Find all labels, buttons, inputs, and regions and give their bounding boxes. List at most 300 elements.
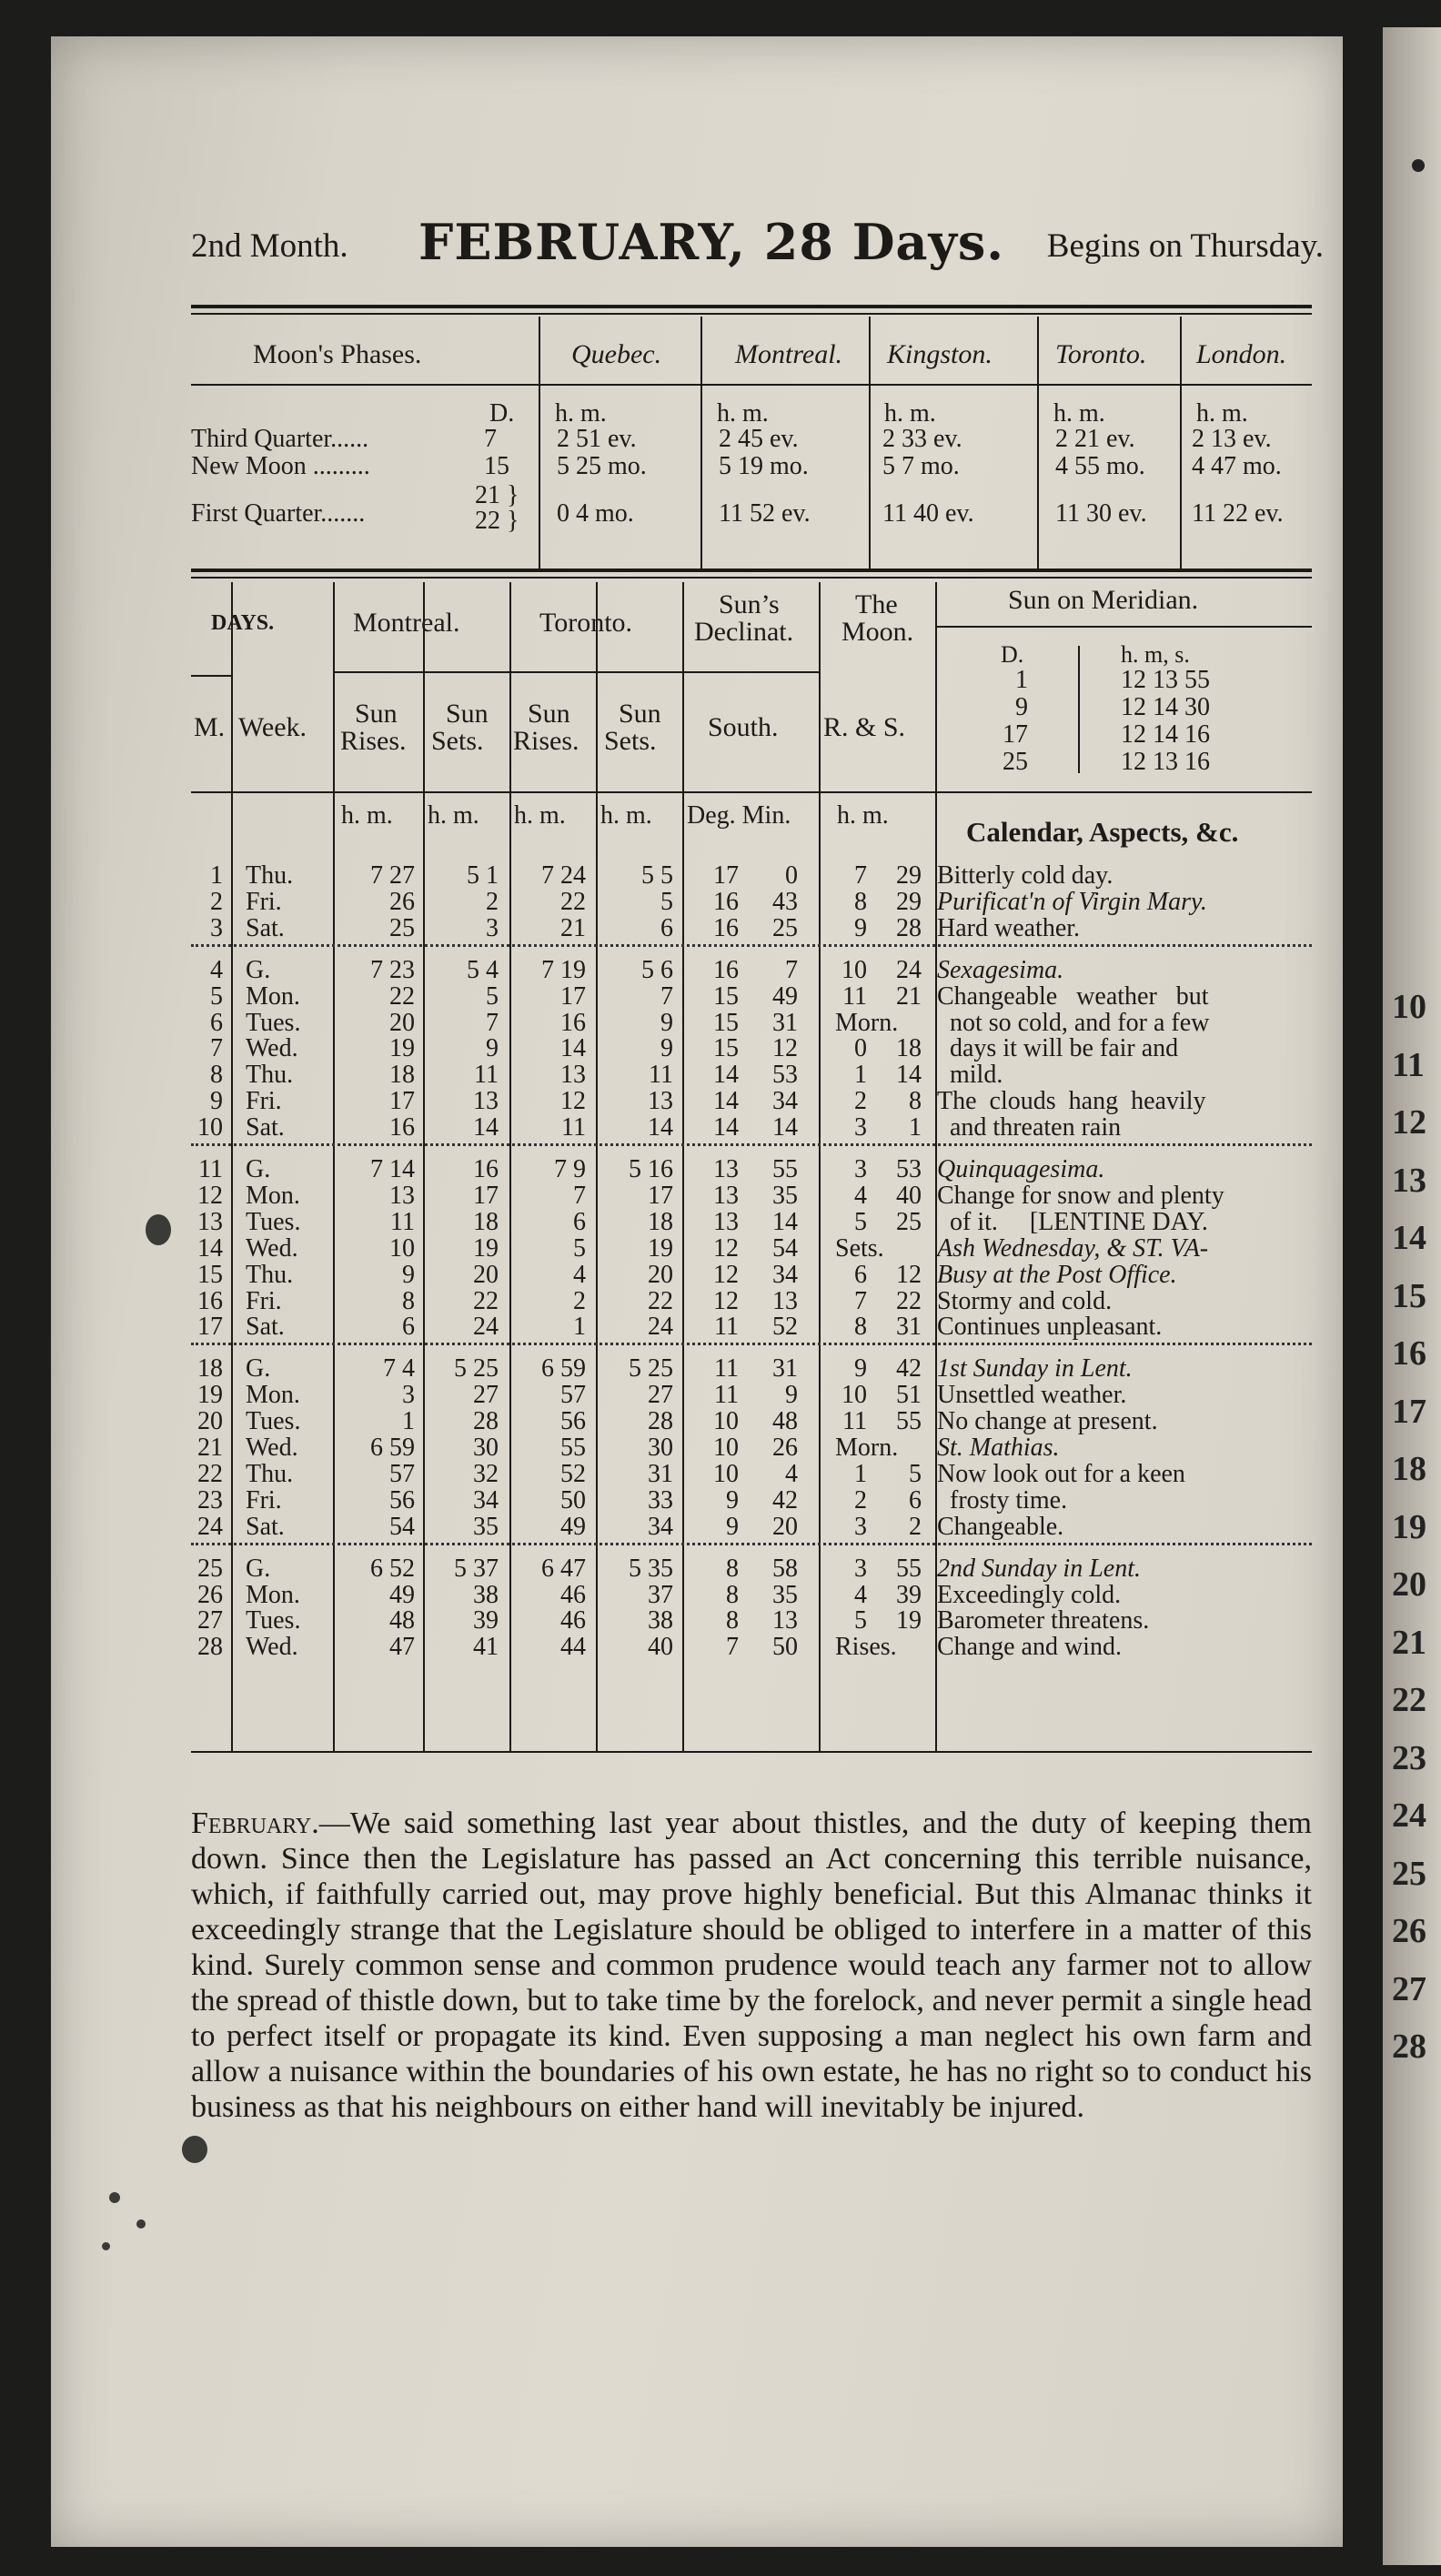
week-separator [191, 944, 1312, 947]
day-of-week: Tues. [246, 1606, 301, 1635]
moon-hour: 10 [841, 955, 867, 984]
day-of-month: 20 [197, 1407, 223, 1436]
margin-number: 19 [1392, 1507, 1426, 1546]
montreal-rise: 25 [389, 913, 415, 942]
ink-blot [102, 2242, 110, 2250]
montreal-rise: 48 [389, 1606, 415, 1635]
day-of-month: 11 [198, 1155, 223, 1183]
day-of-month: 15 [197, 1260, 223, 1289]
sun-col-heading: Sets. [604, 726, 657, 756]
column-divider [231, 582, 233, 1751]
margin-number: 14 [1392, 1219, 1426, 1257]
margin-number: 16 [1392, 1334, 1426, 1373]
hm-col-label: h. m. [884, 399, 936, 428]
declination-deg: 11 [714, 1381, 739, 1410]
day-of-month: 27 [197, 1606, 223, 1635]
day-of-month: 17 [197, 1313, 223, 1342]
calendar-note: Ash Wednesday, & ST. VA- [937, 1233, 1209, 1263]
calendar-note: Stormy and cold. [937, 1286, 1113, 1315]
montreal-rise: 13 [389, 1181, 415, 1210]
montreal-rise: 10 [389, 1233, 415, 1263]
phase-name: First Quarter....... [191, 499, 366, 528]
toronto-set: 5 25 [629, 1354, 673, 1384]
meridian-day: 9 [1015, 693, 1028, 721]
ink-blot [136, 2219, 146, 2229]
toronto-rise: 7 [573, 1181, 586, 1210]
moon-min: 19 [896, 1606, 922, 1635]
toronto-set: 30 [648, 1434, 673, 1462]
moon-hour: 1 [854, 1459, 867, 1488]
moon-hour: 4 [854, 1580, 867, 1609]
sun-col-heading: Rises. [340, 726, 407, 756]
toronto-rise: 16 [560, 1008, 586, 1037]
declination-min: 0 [785, 861, 798, 890]
montreal-rise: 8 [402, 1286, 415, 1315]
toronto-rise: 6 59 [541, 1354, 586, 1384]
day-of-week: G. [246, 1554, 271, 1583]
moon-heading: Moon. [841, 617, 914, 647]
day-of-week: Wed. [246, 1034, 298, 1063]
week-heading: Week. [238, 712, 307, 742]
moon-hour: 3 [854, 1554, 867, 1583]
moon-min: 24 [896, 955, 922, 984]
declination-min: 14 [772, 1207, 798, 1236]
calendar-note: frosty time. [937, 1485, 1068, 1514]
montreal-set: 5 37 [454, 1554, 499, 1583]
calendar-note: days it will be fair and [937, 1034, 1179, 1063]
calendar-note: Change for snow and plenty [937, 1181, 1224, 1210]
day-of-week: Fri. [246, 1286, 282, 1315]
montreal-heading: Montreal. [353, 608, 460, 638]
moon-hour: 11 [842, 981, 867, 1011]
city-heading: Toronto. [1055, 339, 1147, 369]
header-rule [191, 313, 1312, 315]
toronto-set: 9 [660, 1034, 673, 1063]
moon-hour: 3 [854, 1113, 867, 1142]
phase-name: Third Quarter...... [191, 425, 369, 453]
phase-time: 4 47 mo. [1192, 452, 1282, 480]
declination-deg: 11 [714, 1354, 739, 1384]
week-separator [191, 1343, 1312, 1345]
toronto-set: 33 [648, 1485, 673, 1514]
declination-deg: 16 [713, 913, 739, 942]
moon-min: 8 [909, 1087, 922, 1116]
montreal-set: 34 [473, 1485, 499, 1514]
moon-hour: 8 [854, 887, 867, 916]
toronto-heading: Toronto. [539, 608, 633, 638]
montreal-set: 19 [473, 1233, 499, 1263]
toronto-set: 34 [648, 1512, 673, 1541]
unit-label: h. m. [600, 801, 652, 830]
montreal-set: 2 [486, 887, 499, 916]
phase-time: 5 7 mo. [882, 452, 960, 480]
toronto-set: 38 [648, 1606, 673, 1635]
margin-number: 10 [1392, 988, 1426, 1026]
declination-deg: 17 [713, 861, 739, 890]
montreal-rise: 6 59 [370, 1434, 415, 1462]
sun-col-heading: Sun [619, 699, 661, 729]
day-of-week: Mon. [246, 1381, 300, 1410]
montreal-set: 17 [473, 1181, 499, 1210]
toronto-set: 14 [648, 1113, 673, 1142]
declination-deg: 9 [726, 1485, 739, 1514]
declination-deg: 10 [713, 1459, 739, 1488]
phase-time: 4 55 mo. [1055, 452, 1145, 480]
header-bottom-rule [191, 791, 1312, 793]
calendar-note: Bitterly cold day. [937, 861, 1114, 890]
declination-min: 14 [772, 1113, 798, 1142]
calendar-note: Change and wind. [937, 1633, 1122, 1662]
declination-min: 50 [772, 1633, 798, 1662]
moon-min: 28 [896, 913, 922, 942]
hm-col-label: h. m. [555, 399, 607, 428]
phase-time: 2 45 ev. [719, 425, 799, 453]
montreal-rise: 17 [389, 1087, 415, 1116]
phase-day: 7 [484, 425, 497, 453]
day-of-week: Sat. [246, 1313, 285, 1342]
day-of-month: 18 [197, 1354, 223, 1384]
day-of-month: 21 [197, 1434, 223, 1462]
calendar-note: mild. [937, 1061, 1003, 1090]
calendar-note: Busy at the Post Office. [937, 1260, 1177, 1289]
phase-time: 2 51 ev. [557, 425, 637, 453]
rs-heading: R. & S. [823, 712, 906, 742]
montreal-set: 28 [473, 1407, 499, 1436]
montreal-set: 18 [473, 1207, 499, 1236]
meridian-heading: Sun on Meridian. [1008, 585, 1199, 615]
declination-heading: Declinat. [694, 617, 794, 647]
header-dots-rule [191, 675, 232, 677]
phase-time: 11 52 ev. [719, 499, 811, 528]
unit-label: h. m. [341, 801, 393, 830]
declination-min: 48 [772, 1407, 798, 1436]
montreal-rise: 7 4 [383, 1354, 415, 1384]
moon-min: 29 [896, 861, 922, 890]
day-of-week: Thu. [246, 1061, 294, 1090]
day-of-week: Thu. [246, 1459, 294, 1488]
day-of-month: 4 [210, 955, 223, 984]
moon-min: 42 [896, 1354, 922, 1384]
moon-min: 14 [896, 1061, 922, 1090]
meridian-divider [1078, 646, 1080, 773]
toronto-set: 7 [660, 981, 673, 1011]
toronto-rise: 57 [560, 1381, 586, 1410]
toronto-set: 24 [648, 1313, 673, 1342]
toronto-set: 5 35 [629, 1554, 673, 1583]
sun-col-heading: Sun [528, 699, 570, 729]
montreal-set: 5 1 [467, 861, 499, 890]
toronto-rise: 6 [573, 1207, 586, 1236]
moon-min: 21 [896, 981, 922, 1011]
day-of-month: 2 [210, 887, 223, 916]
moon-min: 29 [896, 887, 922, 916]
declination-min: 25 [772, 913, 798, 942]
toronto-rise: 22 [560, 887, 586, 916]
declination-deg: 9 [726, 1512, 739, 1541]
day-of-week: Sat. [246, 1113, 285, 1142]
declination-deg: 8 [726, 1580, 739, 1609]
margin-number: 28 [1392, 2028, 1426, 2066]
declination-min: 35 [772, 1580, 798, 1609]
section-rule [191, 577, 1312, 579]
toronto-set: 28 [648, 1407, 673, 1436]
declination-min: 13 [772, 1286, 798, 1315]
montreal-rise: 57 [389, 1459, 415, 1488]
montreal-rise: 7 27 [370, 861, 415, 890]
toronto-rise: 1 [573, 1313, 586, 1342]
day-of-week: Mon. [246, 981, 300, 1011]
margin-number: 11 [1392, 1045, 1425, 1084]
subheader-rule [191, 384, 1312, 386]
phase-day: 21 } [475, 481, 519, 509]
moon-min: 39 [896, 1580, 922, 1609]
declination-min: 55 [772, 1155, 798, 1183]
declination-min: 35 [772, 1181, 798, 1210]
margin-number: 13 [1392, 1161, 1426, 1200]
moon-hour: 0 [854, 1034, 867, 1063]
toronto-rise: 46 [560, 1580, 586, 1609]
montreal-set: 14 [473, 1113, 499, 1142]
day-of-month: 22 [197, 1459, 223, 1488]
day-of-month: 12 [197, 1181, 223, 1210]
declination-min: 31 [772, 1354, 798, 1384]
phase-time: 2 13 ev. [1192, 425, 1272, 453]
meridian-time: 12 14 16 [1121, 720, 1210, 749]
declination-deg: 13 [713, 1207, 739, 1236]
margin-number: 25 [1392, 1854, 1426, 1893]
declination-deg: 8 [726, 1606, 739, 1635]
calendar-note: Now look out for a keen [937, 1459, 1185, 1488]
day-of-week: Thu. [246, 1260, 294, 1289]
moon-event: Morn. [835, 1008, 899, 1037]
calendar-note: Purificat'n of Virgin Mary. [937, 887, 1207, 916]
moon-min: 40 [896, 1181, 922, 1210]
day-of-week: G. [246, 955, 271, 984]
toronto-set: 5 6 [641, 955, 673, 984]
declination-min: 13 [772, 1606, 798, 1635]
toronto-set: 20 [648, 1260, 673, 1289]
margin-number: 21 [1392, 1623, 1426, 1662]
column-divider [700, 317, 702, 569]
day-of-month: 24 [197, 1512, 223, 1541]
column-divider [596, 582, 598, 1751]
declination-deg: 10 [713, 1407, 739, 1436]
declination-min: 9 [785, 1381, 798, 1410]
moon-min: 22 [896, 1286, 922, 1315]
toronto-set: 5 5 [641, 861, 673, 890]
declination-min: 52 [772, 1313, 798, 1342]
declination-min: 12 [772, 1034, 798, 1063]
toronto-rise: 2 [573, 1286, 586, 1315]
toronto-rise: 50 [560, 1485, 586, 1514]
essay-lead: February. [191, 1806, 319, 1840]
moon-min: 51 [896, 1381, 922, 1410]
sun-col-heading: Sun [355, 699, 398, 729]
margin-number: 15 [1392, 1276, 1426, 1315]
week-separator [191, 1543, 1312, 1545]
phase-day: 22 } [475, 507, 519, 535]
montreal-set: 20 [473, 1260, 499, 1289]
meridian-rule [935, 626, 1312, 628]
toronto-rise: 7 9 [554, 1155, 586, 1183]
day-of-week: G. [246, 1155, 271, 1183]
montreal-rise: 22 [389, 981, 415, 1011]
day-of-week: Tues. [246, 1207, 301, 1236]
toronto-set: 18 [648, 1207, 673, 1236]
day-of-month: 26 [197, 1580, 223, 1609]
column-divider [423, 582, 425, 1751]
declination-deg: 12 [713, 1260, 739, 1289]
meridian-time: 12 13 16 [1121, 748, 1210, 776]
declination-deg: 13 [713, 1181, 739, 1210]
toronto-rise: 7 19 [541, 955, 586, 984]
ink-dot [1412, 159, 1425, 172]
day-of-week: Fri. [246, 1485, 282, 1514]
declination-deg: 14 [713, 1061, 739, 1090]
toronto-set: 11 [649, 1061, 673, 1090]
day-of-week: Wed. [246, 1633, 298, 1662]
moon-min: 31 [896, 1313, 922, 1342]
meridian-col-label: h. m, s. [1121, 641, 1190, 668]
moon-hour: 3 [854, 1512, 867, 1541]
page-header [191, 213, 1324, 271]
calendar-note: Hard weather. [937, 913, 1081, 942]
toronto-rise: 46 [560, 1606, 586, 1635]
calendar-note: Unsettled weather. [937, 1381, 1127, 1410]
montreal-rise: 56 [389, 1485, 415, 1514]
calendar-note: 2nd Sunday in Lent. [937, 1554, 1141, 1583]
moon-hour: 11 [842, 1407, 867, 1436]
declination-deg: 15 [713, 1008, 739, 1037]
toronto-set: 27 [648, 1381, 673, 1410]
moon-hour: 10 [841, 1381, 867, 1410]
moon-hour: 5 [854, 1207, 867, 1236]
meridian-day: 25 [1003, 748, 1028, 776]
meridian-time: 12 14 30 [1121, 693, 1210, 721]
toronto-rise: 17 [560, 981, 586, 1011]
day-of-month: 23 [197, 1485, 223, 1514]
phase-time: 2 21 ev. [1055, 425, 1135, 453]
declination-min: 49 [772, 981, 798, 1011]
column-divider [539, 317, 540, 569]
montreal-rise: 19 [389, 1034, 415, 1063]
moon-min: 1 [909, 1113, 922, 1142]
montreal-rise: 18 [389, 1061, 415, 1090]
toronto-rise: 5 [573, 1233, 586, 1263]
unit-label: Deg. Min. [687, 801, 791, 830]
montreal-set: 27 [473, 1381, 499, 1410]
margin-number: 22 [1392, 1681, 1426, 1719]
moon-hour: 6 [854, 1260, 867, 1289]
montreal-rise: 54 [389, 1512, 415, 1541]
margin-number: 17 [1392, 1392, 1426, 1431]
toronto-rise: 4 [573, 1260, 586, 1289]
moon-min: 18 [896, 1034, 922, 1063]
phase-time: 11 40 ev. [882, 499, 974, 528]
montreal-rise: 1 [402, 1407, 415, 1436]
unit-label: h. m. [428, 801, 479, 830]
declination-min: 43 [772, 887, 798, 916]
montreal-set: 7 [486, 1008, 499, 1037]
montreal-rise: 49 [389, 1580, 415, 1609]
calendar-note: and threaten rain [937, 1113, 1122, 1142]
margin-number: 23 [1392, 1738, 1426, 1777]
montreal-set: 22 [473, 1286, 499, 1315]
moon-hour: 2 [854, 1087, 867, 1116]
column-divider [333, 582, 335, 1751]
moon-min: 2 [909, 1512, 922, 1541]
montreal-rise: 9 [402, 1260, 415, 1289]
column-divider [1180, 317, 1182, 569]
toronto-rise: 49 [560, 1512, 586, 1541]
toronto-set: 17 [648, 1181, 673, 1210]
montreal-set: 11 [474, 1061, 499, 1090]
day-of-month: 6 [210, 1008, 223, 1037]
montreal-rise: 7 23 [370, 955, 415, 984]
section-rule [191, 569, 1312, 572]
day-of-month: 7 [210, 1034, 223, 1063]
day-of-week: Wed. [246, 1233, 298, 1263]
toronto-rise: 44 [560, 1633, 586, 1662]
toronto-rise: 12 [560, 1087, 586, 1116]
declination-deg: 11 [714, 1313, 739, 1342]
toronto-rise: 52 [560, 1459, 586, 1488]
day-of-week: Sat. [246, 913, 285, 942]
calendar-note: Barometer threatens. [937, 1606, 1150, 1635]
meridian-time: 12 13 55 [1121, 666, 1210, 694]
declination-deg: 13 [713, 1155, 739, 1183]
moon-hour: 7 [854, 1286, 867, 1315]
moon-hour: 2 [854, 1485, 867, 1514]
declination-deg: 12 [713, 1233, 739, 1263]
days-heading: DAYS. [211, 611, 275, 635]
margin-number: 27 [1392, 1969, 1426, 2008]
montreal-set: 5 25 [454, 1354, 499, 1384]
unit-label: h. m. [514, 801, 566, 830]
moon-hour: 8 [854, 1313, 867, 1342]
declination-heading: Sun’s [719, 589, 780, 619]
essay [191, 1806, 1312, 2125]
toronto-rise: 7 24 [541, 861, 586, 890]
moon-hour: 1 [854, 1061, 867, 1090]
city-heading: Kingston. [887, 339, 993, 369]
day-of-week: Wed. [246, 1434, 298, 1462]
montreal-set: 16 [473, 1155, 499, 1183]
phase-time: 11 30 ev. [1055, 499, 1147, 528]
declination-min: 42 [772, 1485, 798, 1514]
essay-body: —We said something last year about thistles, and the duty of keeping them down. Since then the Legislature has passed an Act concerning this terrible nuisance, which, if faithfully carried out, may prove highly beneficial. But this Almanac thinks it exceedingly strange that the Legislature should be obliged to interfere in a matter of this kind. Surely common sense and common prudence would teach any farmer not to allow the spread of thistle down, but to take time by the forelock, and never permit a single head to perfect itself or propagate its kind. Even supposing a man neglect his own farm and allow a nuisance within the boundaries of his own estate, he has no right so to conduct his business as that his neighbours on either hand will inevitably be injured. [191, 1806, 1312, 2124]
declination-min: 58 [772, 1554, 798, 1583]
hm-col-label: h. m. [1196, 399, 1248, 428]
calendar-note: Changeable weather but [937, 981, 1209, 1011]
calendar-note: Quinquagesima. [937, 1155, 1105, 1183]
declination-deg: 16 [713, 887, 739, 916]
declination-min: 31 [772, 1008, 798, 1037]
margin-number: 12 [1392, 1103, 1426, 1142]
ink-blot [146, 1214, 171, 1245]
calendar-note: not so cold, and for a few [937, 1008, 1210, 1037]
header-row-rule [333, 671, 820, 673]
montreal-set: 24 [473, 1313, 499, 1342]
montreal-set: 30 [473, 1434, 499, 1462]
phase-time: 11 22 ev. [1192, 499, 1284, 528]
toronto-set: 22 [648, 1286, 673, 1315]
city-heading: Montreal. [735, 339, 843, 369]
declination-deg: 8 [726, 1554, 739, 1583]
day-of-week: Mon. [246, 1181, 300, 1210]
column-divider [819, 582, 821, 1751]
toronto-rise: 21 [560, 913, 586, 942]
